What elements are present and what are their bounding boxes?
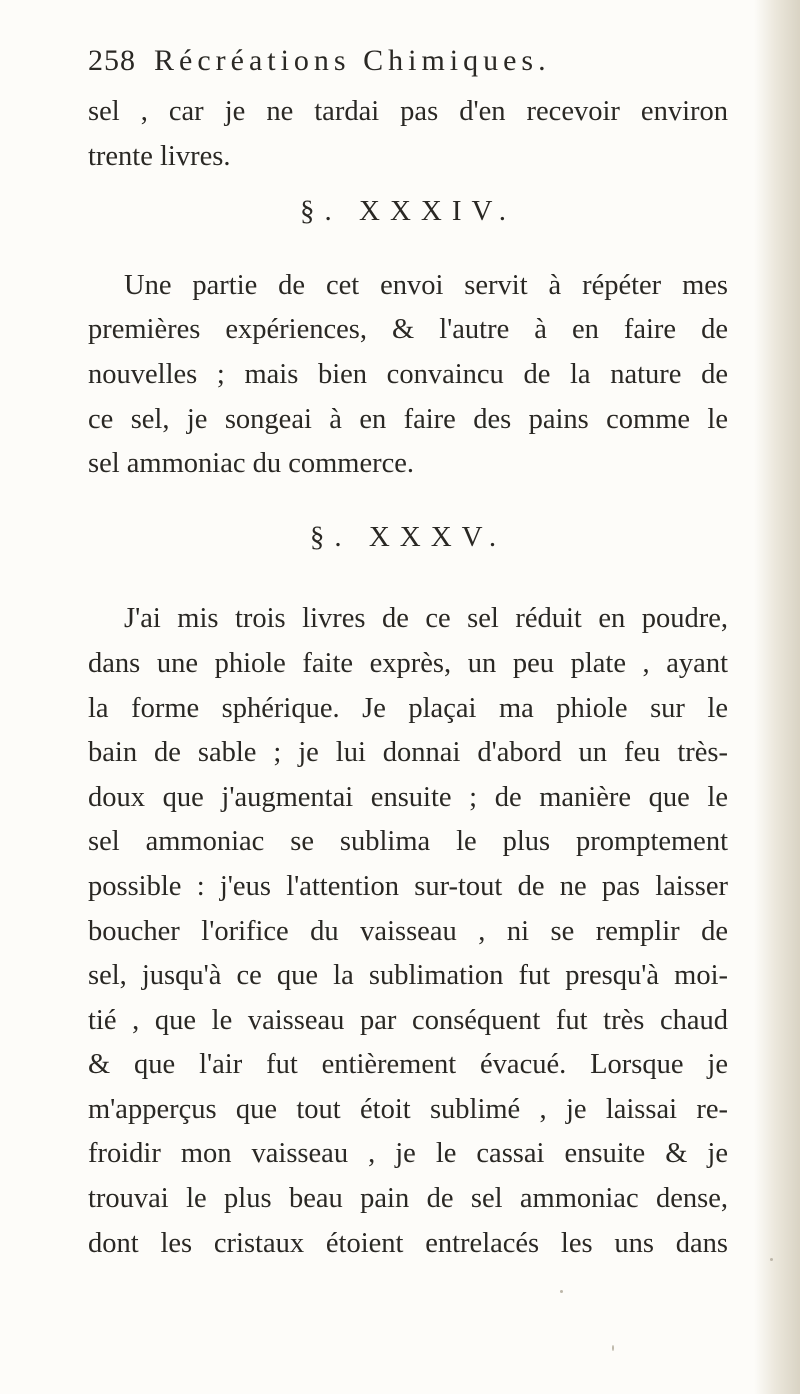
page-number: 258	[88, 44, 136, 77]
section-heading-35: §. XXXV.	[309, 520, 507, 553]
paper-speck	[770, 1258, 773, 1261]
running-head	[88, 44, 728, 84]
text-line: ce sel, je songeai à en faire des pains comme le	[88, 403, 728, 435]
text-line: la forme sphérique. Je plaçai ma phiole sur le	[88, 692, 728, 724]
text-line: m'apperçus que tout étoit sublimé , je laissai re-	[88, 1093, 728, 1125]
paper-speck	[612, 1345, 614, 1351]
text-line: bain de sable ; je lui donnai d'abord un feu très-	[88, 737, 728, 769]
text-line: & que l'air fut entièrement évacué. Lorsque je	[88, 1049, 728, 1081]
text-line: sel, jusqu'à ce que la sublimation fut presqu'à moi-	[88, 960, 728, 992]
text-line: sel ammoniac du commerce.	[88, 448, 415, 480]
text-line: dont les cristaux étoient entrelacés les uns dans	[88, 1227, 728, 1259]
text-line: boucher l'orifice du vaisseau , ni se remplir de	[88, 915, 728, 947]
text-line: sel , car je ne tardai pas d'en recevoir environ	[88, 96, 728, 127]
text-line: Une partie de cet envoi servit à répéter mes	[124, 269, 728, 301]
text-line: dans une phiole faite exprès, un peu plate , ayant	[88, 647, 728, 679]
page-edge-shadow	[754, 0, 800, 1394]
text-block	[88, 90, 728, 1266]
text-line: tié , que le vaisseau par conséquent fut très chaud	[88, 1004, 728, 1036]
text-line: doux que j'augmentai ensuite ; de manière que le	[88, 781, 728, 813]
text-line: nouvelles ; mais bien convaincu de la nature de	[88, 358, 728, 390]
running-title: Récréations Chimiques.	[154, 44, 551, 77]
text-line: trente livres.	[88, 140, 231, 172]
text-line: sel ammoniac se sublima le plus promptement	[88, 826, 728, 858]
section-heading-34: §. XXXIV.	[300, 195, 516, 228]
text-line: froidir mon vaisseau , je le cassai ensuite & je	[88, 1138, 728, 1170]
paper-speck	[560, 1290, 563, 1293]
text-line: premières expériences, & l'autre à en faire de	[88, 314, 728, 346]
text-line: J'ai mis trois livres de ce sel réduit en poudre,	[124, 603, 728, 635]
text-line: possible : j'eus l'attention sur-tout de ne pas laisser	[88, 870, 728, 902]
text-line: trouvai le plus beau pain de sel ammoniac dense,	[88, 1183, 728, 1215]
